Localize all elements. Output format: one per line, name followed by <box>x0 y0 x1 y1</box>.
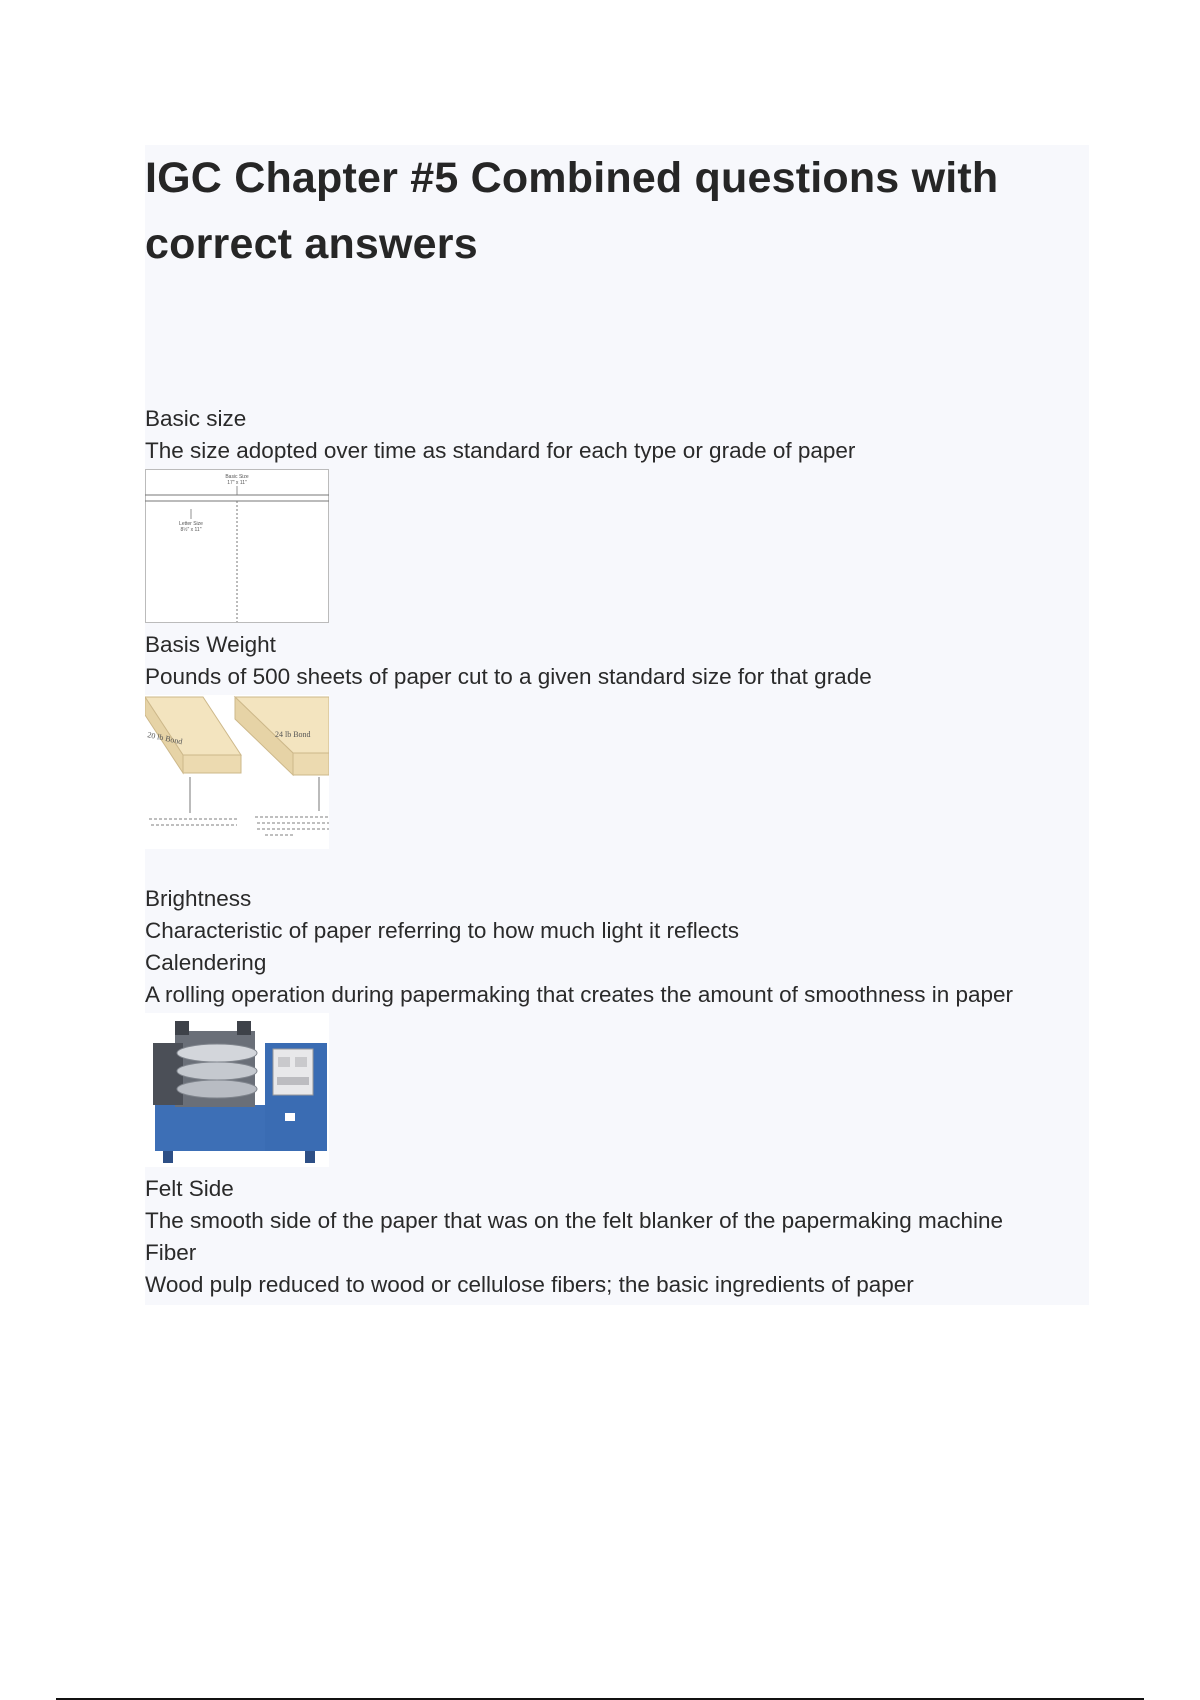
page-title: IGC Chapter #5 Combined questions with correct answers <box>145 154 999 268</box>
definition-basic-size: The size adopted over time as standard for each type or grade of paper <box>145 438 856 463</box>
definition-basis-weight: Pounds of 500 sheets of paper cut to a given standard size for that grade <box>145 664 872 689</box>
definition-calendering: A rolling operation during papermaking that creates the amount of smoothness in paper <box>145 982 1014 1007</box>
flashcard-list <box>145 403 1089 1301</box>
basic-size-label: Basic Size <box>225 474 249 480</box>
term-felt-side: Felt Side <box>145 1176 234 1201</box>
right-stack-label: 24 lb Bond <box>275 730 311 739</box>
calender-machine-image <box>145 1013 329 1167</box>
document-page <box>145 145 1089 1305</box>
paper-bond-stacks-image <box>145 695 329 849</box>
definition-brightness: Characteristic of paper referring to how much light it reflects <box>145 918 739 943</box>
term-fiber: Fiber <box>145 1240 197 1265</box>
letter-size-diagram-image <box>145 469 329 623</box>
left-stack-label: 20 lb Bond <box>146 730 184 747</box>
letter-size-label: Letter Size <box>179 521 203 527</box>
basic-size-dim: 17" x 11" <box>227 480 247 486</box>
definition-felt-side: The smooth side of the paper that was on the felt blanker of the papermaking machine <box>145 1208 1004 1233</box>
term-calendering: Calendering <box>145 950 267 975</box>
term-basis-weight: Basis Weight <box>145 632 276 657</box>
term-basic-size: Basic size <box>145 406 247 431</box>
definition-fiber: Wood pulp reduced to wood or cellulose fibers; the basic ingredients of paper <box>145 1272 914 1297</box>
term-brightness: Brightness <box>145 886 252 911</box>
letter-size-dim: 8½" x 11" <box>180 527 202 533</box>
